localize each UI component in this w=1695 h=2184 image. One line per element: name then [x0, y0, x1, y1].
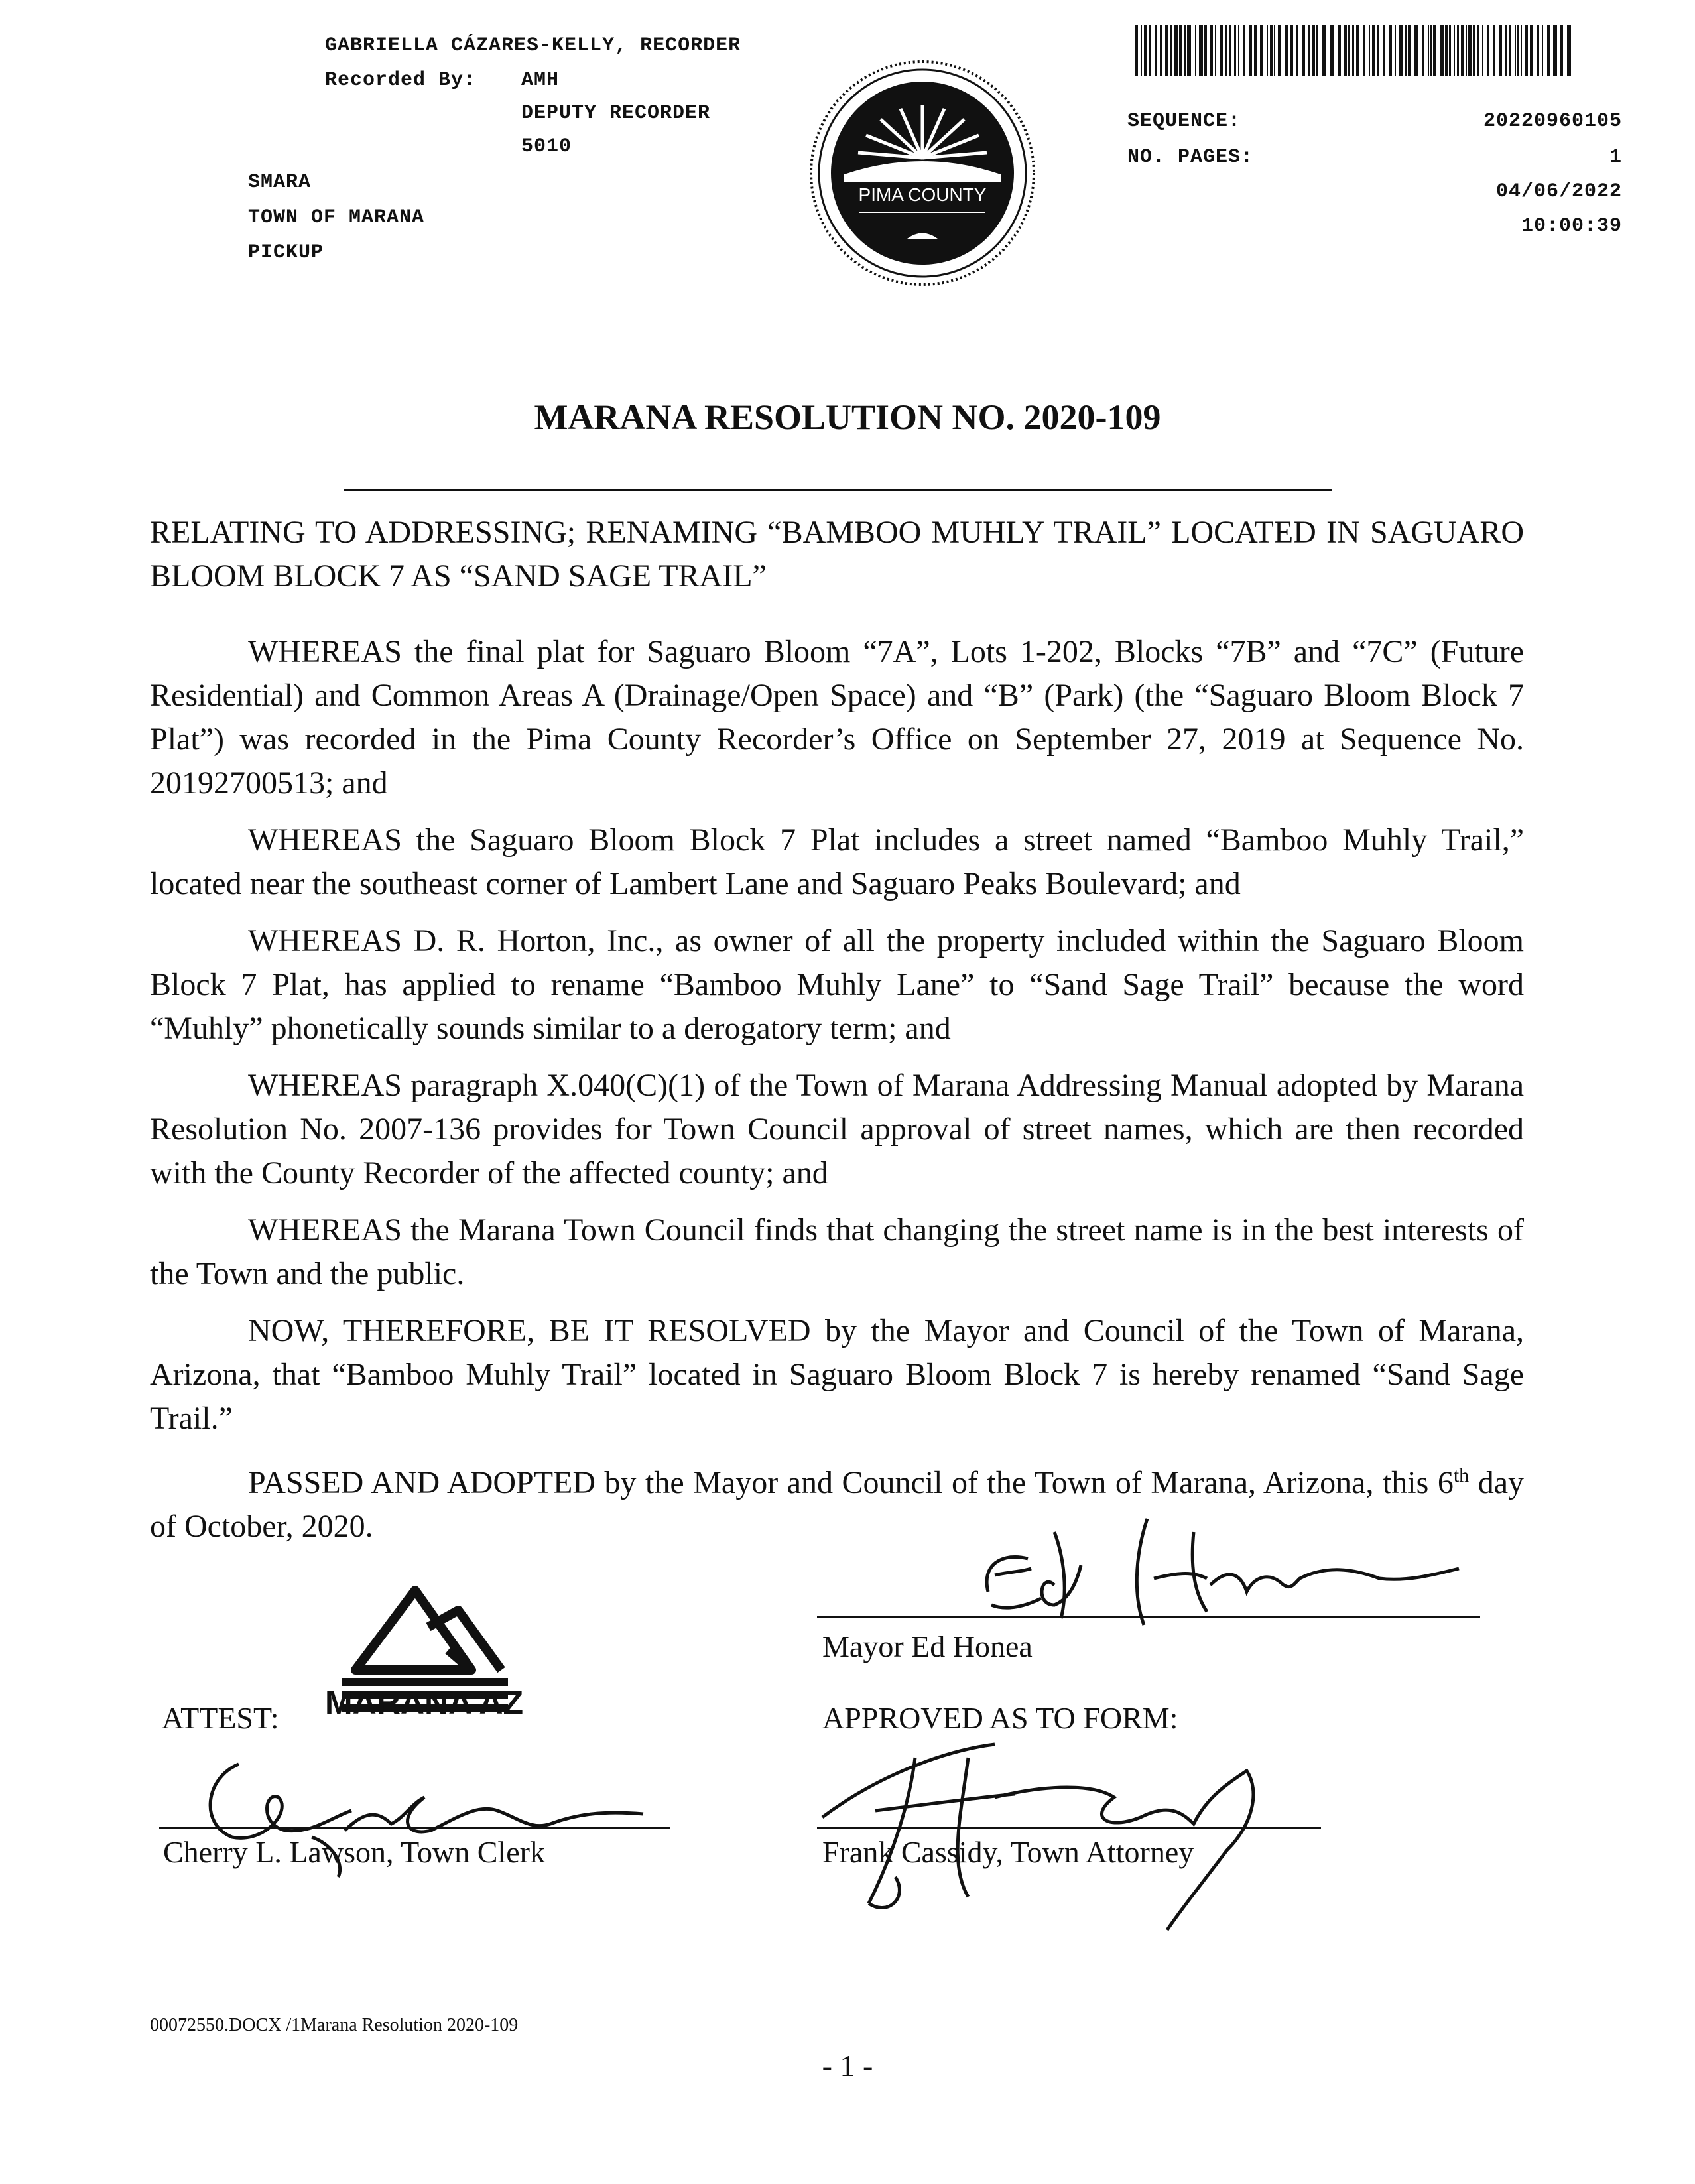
recorder-name: GABRIELLA CÁZARES-KELLY, RECORDER [325, 34, 741, 57]
approved-label: APPROVED AS TO FORM: [822, 1701, 1178, 1735]
mayor-signature [955, 1506, 1499, 1638]
seal-text: PIMA COUNTY [858, 184, 987, 205]
deputy-recorder: DEPUTY RECORDER [521, 102, 711, 125]
document-body [150, 511, 1524, 1549]
seal-graphic [808, 58, 1037, 288]
recorded-by-label: Recorded By: [325, 69, 477, 92]
deputy-code: 5010 [521, 135, 572, 158]
mayor-name: Mayor Ed Honea [822, 1630, 1033, 1663]
mayor-signature-line [817, 1616, 1480, 1618]
barcode-graphic [1135, 25, 1574, 76]
marana-logo-text: MARANA AZ [325, 1684, 524, 1721]
page-number: - 1 - [822, 2049, 873, 2083]
file-reference: 00072550.DOCX /1Marana Resolution 2020-109 [150, 2015, 519, 2035]
barcode [1135, 25, 1574, 76]
subject-line: RELATING TO ADDRESSING; RENAMING “BAMBOO MUHLY TRAIL” LOCATED IN SAGUARO BLOOM BLOCK 7 AS “SAND SAGE TRAIL” [150, 515, 1524, 594]
recorded-time: 10:00:39 [1521, 215, 1622, 237]
attorney-name: Frank Cassidy, Town Attorney [822, 1835, 1194, 1869]
return-line-3: PICKUP [248, 241, 324, 264]
pima-county-seal [808, 58, 1037, 288]
document-title: MARANA RESOLUTION NO. 2020-109 [534, 397, 1161, 437]
pages-label: NO. PAGES: [1127, 146, 1254, 168]
passed-ordinal: th [1453, 1464, 1470, 1486]
clerk-name: Cherry L. Lawson, Town Clerk [163, 1835, 545, 1869]
recorded-by-value: AMH [521, 69, 560, 92]
recorded-date: 04/06/2022 [1495, 180, 1622, 203]
sequence-label: SEQUENCE: [1127, 110, 1241, 133]
whereas-paragraph-3: WHEREAS D. R. Horton, Inc., as owner of all the property included within the Saguaro Bloom Block 7 Plat, has applied to rename “Bamboo Muhly Lane” to “Sand Sage Trail” because the word “Muhly” phonetically sounds similar to a derogatory term; and [150, 923, 1524, 1046]
passed-suffix: day of October, 2020. [150, 1465, 1525, 1544]
whereas-paragraph-4: WHEREAS paragraph X.040(C)(1) of the Town of Marana Addressing Manual adopted by Marana Resolution No. 2007-136 provides for Town Council approval of street names, which are then recorded with the County Recorder of the affected county; and [150, 1068, 1524, 1190]
return-line-1: SMARA [248, 171, 312, 194]
resolved-paragraph: NOW, THEREFORE, BE IT RESOLVED by the Mayor and Council of the Town of Marana, Arizona, that “Bamboo Muhly Trail” located in Saguaro Bloom Block 7 is hereby renamed “Sand Sage Trail.” [150, 1313, 1524, 1436]
title-underline [344, 489, 1332, 491]
return-line-2: TOWN OF MARANA [248, 206, 425, 229]
pages-value: 1 [1609, 146, 1622, 168]
passed-prefix: PASSED AND ADOPTED by the Mayor and Council of the Town of Marana, Arizona, this 6 [248, 1465, 1454, 1500]
attest-label: ATTEST: [162, 1701, 279, 1735]
whereas-paragraph-1: WHEREAS the final plat for Saguaro Bloom “7A”, Lots 1-202, Blocks “7B” and “7C” (Future Residential) and Common Areas A (Drainage/Open Space) and “B” (Park) (the “Saguaro Bloom Block 7 Plat”) was recorded in the Pima County Recorder’s Office on September 27, 2019 at Sequence No. 20192700513; and [150, 634, 1524, 801]
mayor-signature-scribble [955, 1506, 1499, 1638]
clerk-signature-line [159, 1827, 670, 1829]
attorney-signature-line [817, 1827, 1321, 1829]
whereas-paragraph-5: WHEREAS the Marana Town Council finds that changing the street name is in the best interests of the Town and the public. [150, 1212, 1524, 1291]
sequence-value: 20220960105 [1483, 110, 1622, 133]
whereas-paragraph-2: WHEREAS the Saguaro Bloom Block 7 Plat includes a street named “Bamboo Muhly Trail,” located near the southeast corner of Lambert Lane and Saguaro Peaks Boulevard; and [150, 822, 1524, 901]
